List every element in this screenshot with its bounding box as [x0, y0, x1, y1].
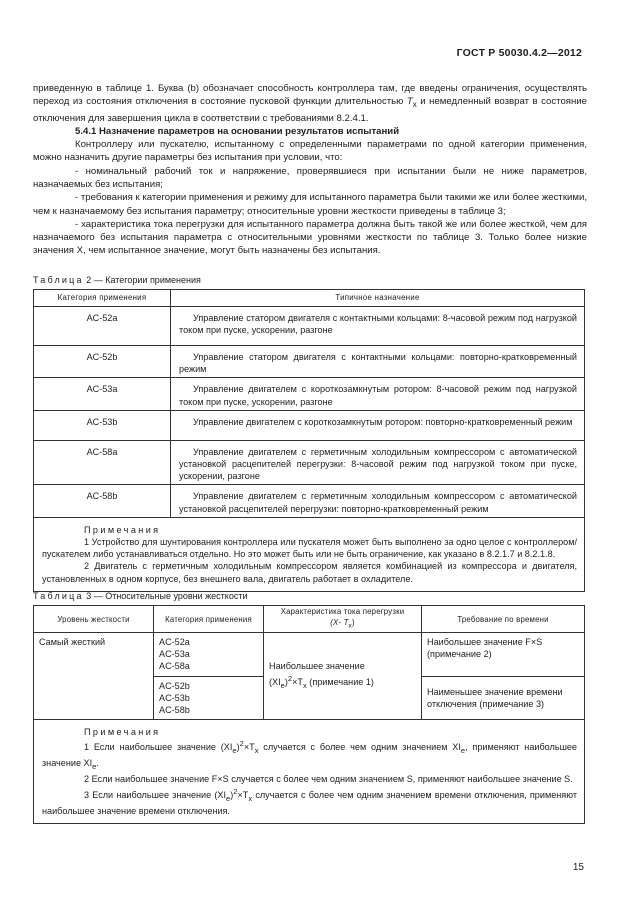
table2-notes: Примечания 1 Устройство для шунтирования контроллера или пускателя может быть выполнено за одно целое с контроллером/пускателем либо устанавливаться отдельно. Но это может быть или не быть ограничение, как указано в 8.2.1.7 и 8.2.1.8. 2 Двигатель с герметичным холодильным компрессором является комбинацией из компрессора и двигателя, установленных в одном корпусе, без внешнего вала, двигатель работает в охладителе. [34, 517, 585, 591]
table2-note-2: 2 Двигатель с герметичным холодильным компрессором является комбинацией из компрессора и двигателя, установленных в одном корпусе, без внешнего вала, двигатель работает в охладителе. [42, 561, 577, 584]
paragraph-2: Контроллеру или пускателю, испытанному с определенными параметрами по одной категории применения, можно назначить другие параметры без испытания при условии, что: [33, 139, 587, 164]
overload-cell: Наибольшее значение $(XI_e)^2\times T_x$ (примечание 1) [264, 633, 422, 720]
table-severity-levels [33, 605, 585, 824]
page-number: 15 [572, 862, 584, 873]
bullet-2: - требования к категории применения и режиму для испытанного параметра были такими же или более жесткими, чем к назначаемому без испытания параметру; относительные уровни жесткости приведены в таблице 3; [33, 192, 587, 217]
body-text [33, 82, 587, 258]
table-application-categories [33, 289, 585, 592]
category-cell: AC-58b [34, 485, 171, 517]
purpose-cell: Управление двигателем с герметичным холодильным компрессором с автоматической установкой расцепителей перегрузки: повторно-кратковременный режим [171, 485, 585, 517]
table-row [34, 440, 585, 485]
category-cell: AC-52a [34, 307, 171, 346]
category-group-b: AC-52b AC-53b AC-58b [154, 676, 264, 720]
table3-note-2: 2 Если наибольшее значение F×S случается с более чем одним значением S, применяют наибольшее значение S. [84, 774, 573, 785]
bullet-3: - характеристика тока перегрузки для испытанного параметра должна быть такой же или более жесткой, чем для назначаемого без испытания параметра с относительными уровнями жесткости по таблице 3. Только более низкие значения X, чем испытанное значение, могут быть назначены без испытания. [33, 218, 587, 257]
table-row [34, 346, 585, 378]
table-row [34, 307, 585, 346]
column-header-time: Требование по времени [422, 606, 585, 633]
document-id: ГОСТ Р 50030.4.2—2012 [456, 47, 582, 59]
table-row [34, 410, 585, 440]
bullet-1: - номинальный рабочий ток и напряжение, проверявшиеся при испытании были не ниже параметров, назначаемых без испытания; [33, 165, 587, 190]
time-requirement-b: Наименьшее значение времени отключения (примечание 3) [422, 676, 585, 720]
category-cell: AC-53a [34, 378, 171, 410]
table3-note-1: 1 Если наибольшее значение $(XI_e)^2\times T_x$ случается с более чем одним значением $XI_e$, применяют наибольшее значение $XI_e$. [42, 739, 577, 772]
paragraph-1: приведенную в таблице 1. Буква (b) обозначает способность контроллера там, где введены ограничения, осуществлять переход из состояния отключения в состояние пусковой функции длительностью $T_x$ и немедленный возврат в состояние отключения для завершения цикла в соответствии с требованиями 8.2.4.1. [33, 83, 587, 124]
column-header-overload: Характеристика тока перегрузки (X- $T_x$) [264, 606, 422, 633]
purpose-cell: Управление статором двигателя с контактными кольцами: повторно-кратковременный режим [171, 346, 585, 378]
table2-caption: Таблица 2 — Категории применения [33, 275, 201, 285]
category-cell: AC-53b [34, 410, 171, 440]
category-group-a: AC-52a AC-53a AC-58a [154, 633, 264, 677]
table3-notes: Примечания 1 Если наибольшее значение $(XI_e)^2\times T_x$ случается с более чем одним значением $XI_e$, применяют наибольшее значение $XI_e$. 2 Если наибольшее значение F×S случается с более чем одним значением S, применяют наибольшее значение S. 3 Если наибольшее значение $(XI_e)^2\times T_x$ случается с более чем одним значением времени отключения, применяют наибольшее значение времени отключения. [34, 720, 585, 824]
table2-note-1: 1 Устройство для шунтирования контроллера или пускателя может быть выполнено за одно целое с контроллером/пускателем либо устанавливаться отдельно. Но это может быть или не быть ограничение, как указано в 8.2.1.7 и 8.2.1.8. [42, 537, 577, 560]
column-header-level: Уровень жесткости [34, 606, 154, 633]
category-cell: AC-58a [34, 440, 171, 485]
purpose-cell: Управление двигателем с герметичным холодильным компрессором с автоматической установкой расцепителей перегрузки: 8-часовой режим под нагрузкой током при пуске, ускорении, разгоне [171, 440, 585, 485]
table-row [34, 633, 585, 677]
time-requirement-a: Наибольшее значение F×S (примечание 2) [422, 633, 585, 677]
table-row [34, 485, 585, 517]
purpose-cell: Управление двигателем с короткозамкнутым ротором: повторно-кратковременный режим [171, 410, 585, 440]
column-header-category: Категория применения [34, 290, 171, 307]
table3-note-3: 3 Если наибольшее значение $(XI_e)^2\times T_x$ случается с более чем одним значением времени отключения, применяют наибольшее значение времени отключения. [42, 786, 577, 816]
column-header-category: Категория применения [154, 606, 264, 633]
section-heading: 5.4.1 Назначение параметров на основании результатов испытаний [75, 125, 400, 137]
purpose-cell: Управление статором двигателя с контактными кольцами: 8-часовой режим под нагрузкой током при пуске, ускорении, разгоне [171, 307, 585, 346]
table-row [34, 378, 585, 410]
purpose-cell: Управление двигателем с короткозамкнутым ротором: 8-часовой режим под нагрузкой током при пуске, ускорении, разгоне [171, 378, 585, 410]
table3-caption: Таблица 3 — Относительные уровни жесткости [33, 591, 248, 601]
category-cell: AC-52b [34, 346, 171, 378]
column-header-purpose: Типичное назначение [171, 290, 585, 307]
severity-level-cell: Самый жесткий [34, 633, 154, 720]
